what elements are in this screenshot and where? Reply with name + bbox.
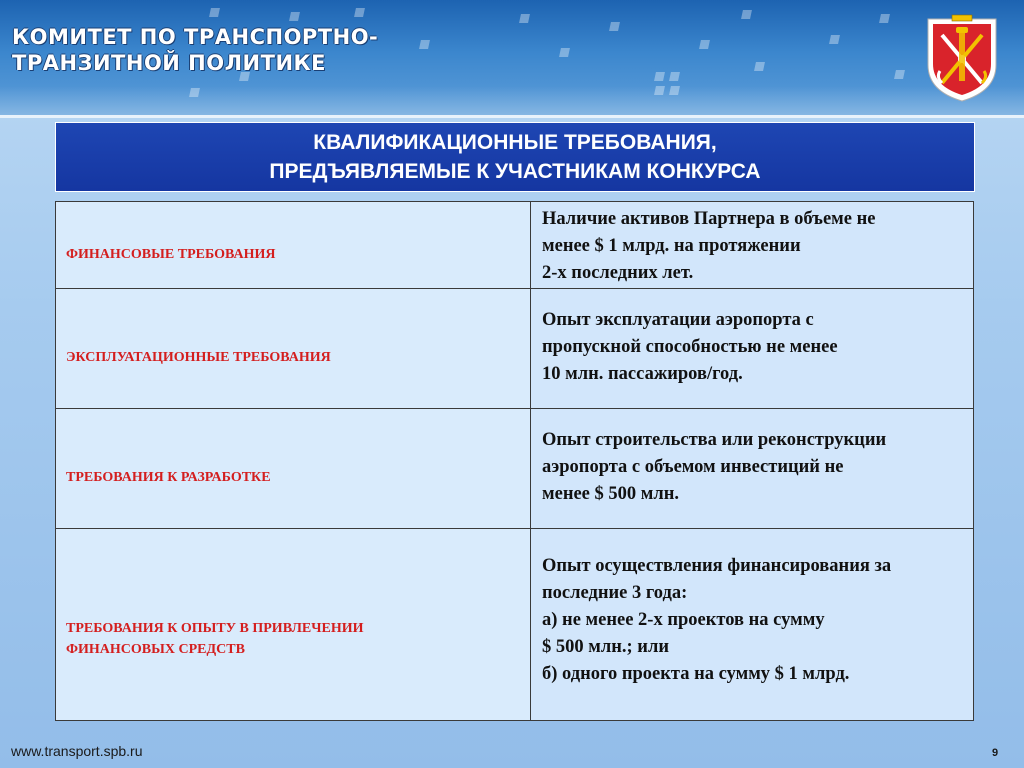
spb-coat-of-arms-icon	[922, 13, 1002, 103]
decor-square	[894, 70, 905, 79]
category-cell	[56, 529, 531, 721]
category-label: ФИНАНСОВЫЕ ТРЕБОВАНИЯ	[66, 246, 276, 262]
description-line: 10 млн. пассажиров/год.	[542, 364, 743, 384]
organization-title-line2: ТРАНЗИТНОЙ ПОЛИТИКЕ	[12, 51, 327, 75]
decor-square	[419, 40, 430, 49]
description-line: последние 3 года:	[542, 583, 688, 603]
decor-square	[754, 62, 765, 71]
slide-heading-line1: КВАЛИФИКАЦИОННЫЕ ТРЕБОВАНИЯ,	[313, 131, 717, 154]
description-line: а) не менее 2-х проектов на сумму	[542, 610, 825, 630]
description-line: аэропорта с объемом инвестиций не	[542, 457, 844, 477]
decor-square	[654, 72, 665, 81]
description-cell	[531, 409, 974, 529]
decor-square	[669, 72, 680, 81]
category-label: ТРЕБОВАНИЯ К ОПЫТУ В ПРИВЛЕЧЕНИИ	[66, 620, 364, 636]
decor-square	[741, 10, 752, 19]
header-divider	[0, 115, 1024, 118]
decor-square	[289, 12, 300, 21]
category-cell	[56, 202, 531, 289]
decor-square	[879, 14, 890, 23]
description-line: Опыт осуществления финансирования за	[542, 556, 892, 576]
decor-square	[209, 8, 220, 17]
decor-square	[519, 14, 530, 23]
decor-square	[699, 40, 710, 49]
header-banner	[0, 0, 1024, 115]
header-band	[0, 86, 1024, 115]
description-line: менее $ 1 млрд. на протяжении	[542, 236, 801, 256]
category-cell	[56, 289, 531, 409]
description-line: Опыт эксплуатации аэропорта с	[542, 310, 814, 330]
description-line: менее $ 500 млн.	[542, 484, 680, 504]
table-row	[56, 202, 974, 289]
slide-heading-line2: ПРЕДЪЯВЛЯЕМЫЕ К УЧАСТНИКАМ КОНКУРСА	[269, 160, 761, 183]
table-row	[56, 529, 974, 721]
description-line: $ 500 млн.; или	[542, 637, 669, 657]
slide-heading	[55, 122, 975, 192]
category-label: ЭКСПЛУАТАЦИОННЫЕ ТРЕБОВАНИЯ	[66, 350, 331, 365]
description-line: б) одного проекта на сумму $ 1 млрд.	[542, 664, 850, 684]
organization-title	[12, 24, 378, 76]
description-cell	[531, 289, 974, 409]
category-cell	[56, 409, 531, 529]
description-line: Опыт строительства или реконструкции	[542, 430, 887, 450]
table-row	[56, 289, 974, 409]
description-line: 2-х последних лет.	[542, 263, 694, 283]
website-link[interactable]: www.transport.spb.ru	[11, 743, 143, 759]
description-line: Наличие активов Партнера в объеме не	[542, 209, 876, 229]
requirements-table	[55, 201, 974, 721]
organization-title-line1: КОМИТЕТ ПО ТРАНСПОРТНО-	[12, 25, 379, 49]
decor-square	[354, 8, 365, 17]
table-row	[56, 409, 974, 529]
decor-square	[559, 48, 570, 57]
page-number: 9	[992, 747, 999, 759]
category-label: ТРЕБОВАНИЯ К РАЗРАБОТКЕ	[66, 470, 271, 485]
description-cell	[531, 529, 974, 721]
decor-square	[609, 22, 620, 31]
decor-square	[829, 35, 840, 44]
category-label: ФИНАНСОВЫХ СРЕДСТВ	[66, 641, 245, 657]
description-line: пропускной способностью не менее	[542, 337, 838, 357]
description-cell	[531, 202, 974, 289]
